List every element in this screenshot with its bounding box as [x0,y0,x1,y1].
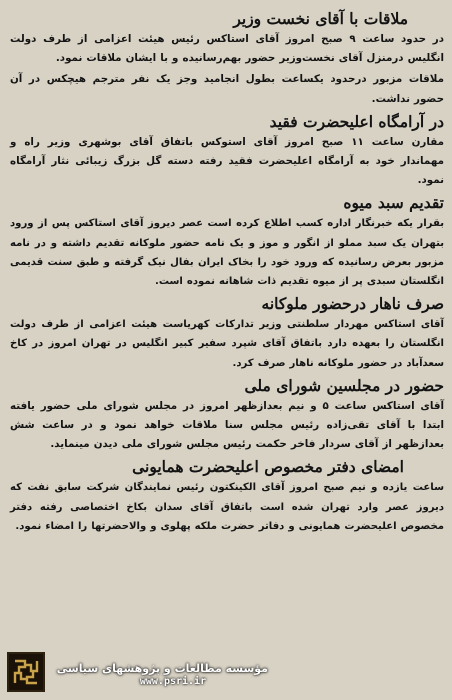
section-paragraph: مقارن ساعت ۱۱ صبح امروز آقای استوکس باتفاق آقای بوشهری وزیر راه و مهماندار خود به آرامگاه اعلیحضرت فقید رفته دسته گل بزرگ زیبائی نثار آرامگاه نمود. [10,135,445,187]
section-paragraph: ملاقات مزبور درحدود یکساعت بطول انجامید وجز یک نفر مترجم هیچکس در آن حضور نداشت. [10,73,444,105]
watermark [56,662,268,688]
section-heading: تقدیم سبد میوه [343,193,444,213]
section-paragraph: ساعت یازده و نیم صبح امروز آقای الکینکتون رئیس نمایندگان شرکت سابق نفت که دیروز عصر وارد تهران شده است باتفاق آقای سدان بکاخ اختصاصی رفته دفتر مخصوص اعلیحضرت همایونی و دفاتر حضرت ملکه پهلوی و والاحضرتها را امضاء نمود. [10,482,444,532]
section-parliament-visit [10,375,444,455]
institute-logo-icon [7,652,45,692]
section-royal-lunch [10,293,444,373]
logo-graphic [9,654,43,690]
section-paragraph: بقرار یکه خبرنگار اداره کسب اطلاع کرده است عصر دیروز آقای استاکس پس از ورود بتهران یک سبد مملو از انگور و موز و یک نامه حضور ملوکانه تقدیم داشته و در نامه مزبور بعرض رسانیده که ورود خود را بخاک ایران بفال نیک گرفته و طبق سنت قدیمی انگلستان سبدی پر از میوه تقدیم ذات شاهانه نموده است. [10,218,444,288]
section-meeting-prime-minister [10,8,444,109]
section-heading: در آرامگاه اعلیحضرت فقید [269,111,444,131]
section-royal-register [10,456,444,536]
watermark-url: www.psri.ir [139,676,207,687]
section-paragraph: در حدود ساعت ۹ صبح امروز آقای استاکس رئیس هیئت اعزامی از طرف دولت انگلیس درمنزل آقای نخست‌وزیر حضور بهم‌رسانیده و با ایشان ملاقات نمود. [10,33,444,65]
section-heading: صرف ناهار درحضور ملوکانه [261,294,444,314]
section-heading: امضای دفتر مخصوص اعلیحضرت همایونی [132,457,404,477]
section-paragraph: آقای استاکس ساعت ۵ و نیم بعدازظهر امروز در مجلس شورای ملی حضور یافته ابتدا با آقای تقی‌زاده رئیس مجلس سنا ملاقات خواهد نمود و در ساعت شش بعدازظهر از آقای سردار فاخر حکمت رئیس مجلس شورای ملی دیدن مینماید. [10,399,444,451]
section-heading: حضور در مجلسین شورای ملی [244,375,444,395]
section-paragraph: آقای استاکس مهردار سلطنتی وزیر تدارکات کهریاست هیئت اعزامی از طرف دولت انگلستان را بعهده دارد باتفاق آقای شپرد سفیر کبیر انگلیس در تهران امروز در کاخ سعدآباد در حضور ملوکانه ناهار صرف کرد. [10,319,444,369]
section-mausoleum-visit [10,111,444,191]
watermark-title: مؤسسه مطالعات و پژوهشهای سیاسی [56,662,268,675]
section-heading: ملاقات با آقای نخست وزیر [233,9,408,28]
section-fruit-basket [10,192,444,291]
